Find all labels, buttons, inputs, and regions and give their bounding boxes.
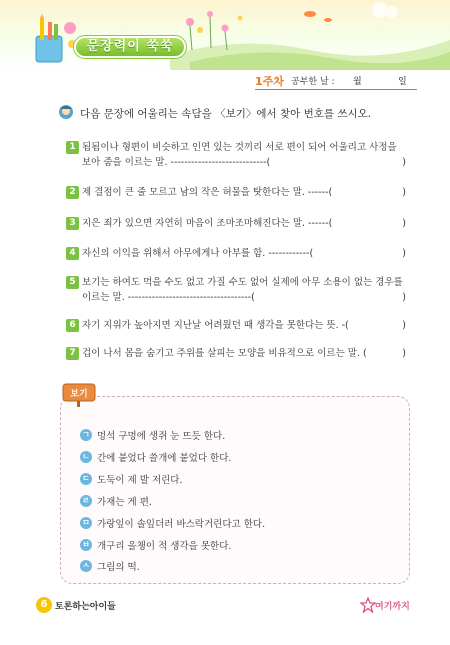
option-bullet: ㅁ (80, 517, 92, 529)
answer-blank[interactable]: ) (402, 187, 406, 198)
option-bullet: ㅂ (80, 539, 92, 551)
page-title-text: 문장력이 쑥쑥 (86, 39, 174, 54)
option-text: 개구리 올챙이 적 생각을 못한다. (97, 541, 232, 552)
pencil-cup-icon (22, 14, 84, 66)
page-header (0, 0, 450, 92)
question-text: 자기 지위가 높아지면 지난날 어려웠던 때 생각을 못한다는 뜻. -( (82, 320, 349, 331)
option-text: 도둑이 제 발 저린다. (97, 475, 183, 486)
answer-blank[interactable]: ) (402, 218, 406, 229)
end-mark-text: 여기까지 (375, 602, 410, 612)
option-bullet: ㄹ (80, 495, 92, 507)
option-text: 가랑잎이 솔잎더러 바스락거린다고 한다. (97, 519, 266, 530)
option-text: 간에 붙었다 쓸개에 붙었다 한다. (97, 453, 232, 464)
answer-blank[interactable]: ) (402, 348, 406, 359)
bogi-option (80, 538, 231, 552)
answer-blank[interactable]: ) (402, 320, 406, 331)
day-label: 일 (398, 77, 407, 87)
question-text: 됨됨이나 형편이 비슷하고 인연 있는 것끼리 서로 편이 되어 어울리고 사정을 보아 줌을 이르는 말. ----------------------------( (82, 142, 397, 168)
question-item (66, 246, 416, 261)
star-icon (360, 597, 376, 613)
option-bullet: ㄷ (80, 473, 92, 485)
end-mark (360, 596, 430, 616)
question-item (66, 185, 416, 200)
question-number: 6 (66, 319, 79, 332)
page-number: 6 (36, 597, 52, 613)
instruction (58, 103, 418, 123)
question-item (66, 346, 416, 361)
question-number: 4 (66, 247, 79, 260)
bogi-option (80, 472, 183, 486)
answer-blank[interactable]: ) (402, 292, 406, 303)
question-number: 3 (66, 217, 79, 230)
answer-blank[interactable]: ) (402, 157, 406, 168)
question-text: 겁이 나서 몸을 숨기고 주위를 살피는 모양을 비유적으로 이르는 말. ( (82, 348, 367, 359)
question-item (66, 216, 416, 231)
question-number: 2 (66, 186, 79, 199)
instruction-text: 다음 문장에 어울리는 속담을 〈보기〉에서 찾아 번호를 쓰시오. (80, 108, 372, 120)
question-number: 5 (66, 276, 79, 289)
bogi-option (80, 516, 265, 530)
question-item (66, 318, 416, 333)
study-date-row (255, 73, 415, 89)
page-title (74, 36, 186, 58)
option-bullet: ㄱ (80, 429, 92, 441)
study-date-underline (255, 89, 417, 90)
bogi-option (80, 450, 231, 464)
question-text: 제 결점이 큰 줄 모르고 남의 작은 허물을 탓한다는 말. ------( (82, 187, 333, 198)
student-pencil-icon (58, 103, 76, 121)
study-date-label: 공부한 날 : (291, 77, 335, 87)
question-number: 1 (66, 141, 79, 154)
option-text: 가재는 게 편. (97, 497, 152, 508)
option-text: 그림의 떡. (97, 562, 140, 573)
option-text: 멍석 구멍에 생쥐 눈 뜨듯 한다. (97, 431, 226, 442)
question-text: 보기는 하여도 먹을 수도 없고 가질 수도 없어 실제에 아무 소용이 없는 경우를 이르는 말. ------------------------------------( (82, 277, 403, 303)
option-bullet: ㅅ (80, 560, 92, 572)
bogi-box (60, 396, 410, 584)
month-label: 월 (353, 77, 362, 87)
bogi-label: 보기 (70, 389, 88, 400)
question-text: 지은 죄가 있으면 자연히 마음이 조마조마해진다는 말. ------( (82, 218, 333, 229)
bogi-option (80, 494, 152, 508)
question-text: 자신의 이익을 위해서 아무에게나 아부를 함. ------------( (82, 248, 314, 259)
bogi-option (80, 428, 225, 442)
bogi-option (80, 559, 140, 573)
question-item (66, 275, 416, 305)
publisher-name: 토론하는아이들 (55, 602, 116, 612)
flower-field-illustration (170, 0, 450, 70)
question-number: 7 (66, 347, 79, 360)
answer-blank[interactable]: ) (402, 248, 406, 259)
question-item (66, 140, 416, 170)
bogi-signboard-icon (62, 381, 96, 407)
option-bullet: ㄴ (80, 451, 92, 463)
week-label: 1주차 (255, 75, 284, 88)
